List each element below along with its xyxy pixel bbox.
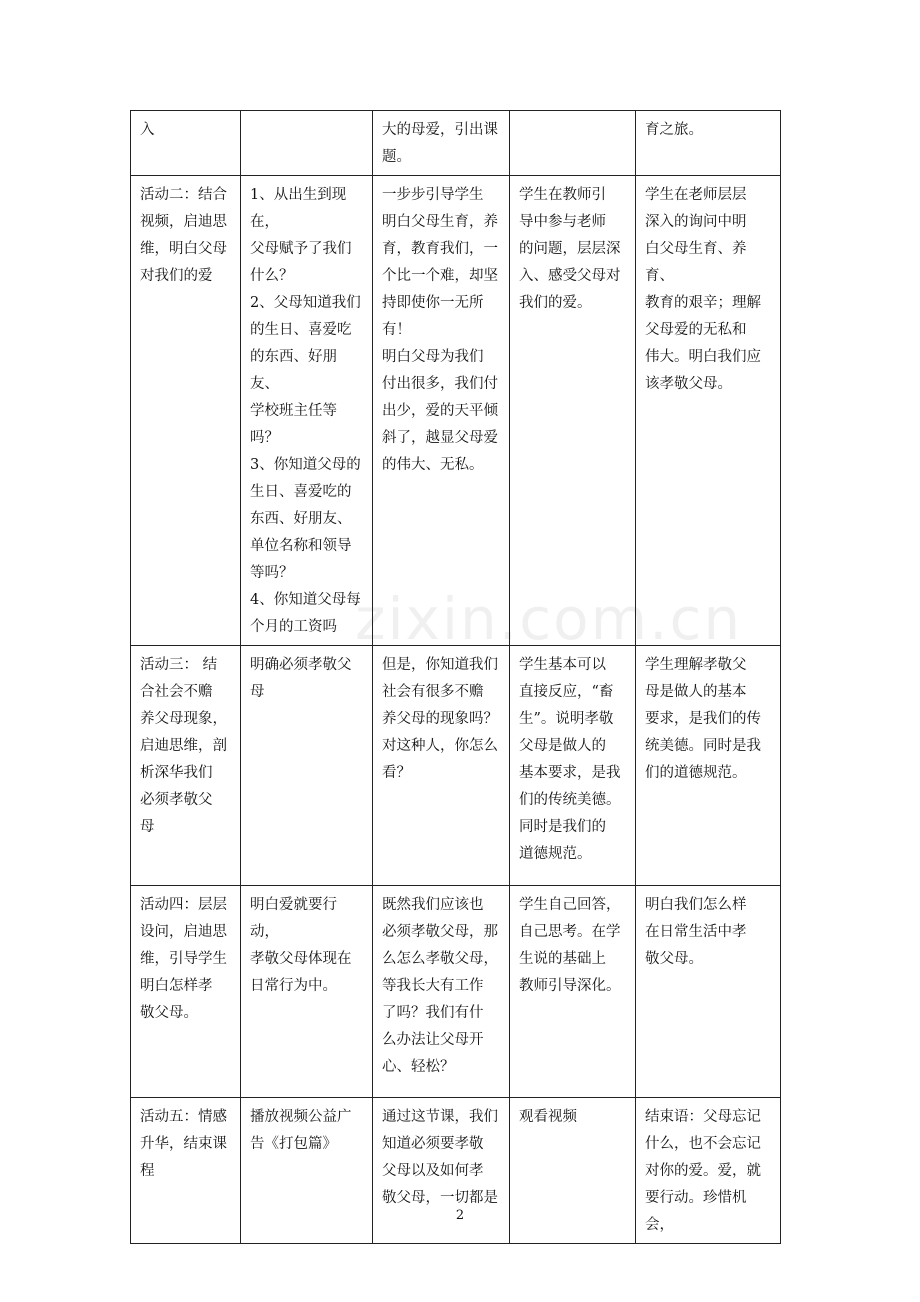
cell-text-line: 必须孝敬父 [140,792,213,808]
goal-cell [636,111,781,176]
cell-text-line: 养父母的现象吗？ [382,711,498,727]
cell-text-line: 活动二：结合 [140,187,227,203]
activity-cell [131,886,241,1098]
cell-text-line: 学生自己回答， [519,897,621,913]
cell-text-line: 对你的爱。爱，就 [645,1163,761,1179]
cell-text-line: 直接反应，“畜 [519,684,614,700]
cell-text-line: 什么，也不会忘记 [645,1136,761,1152]
cell-text-line: 入 [140,122,155,138]
cell-text-line: 个比一个难，却坚 [382,268,498,284]
cell-text-line: 学校班主任等 [250,403,337,419]
cell-text-line: 程 [140,1163,155,1179]
page-number: 2 [455,1208,465,1223]
cell-text-line: 学生在老师层层 [645,187,747,203]
cell-text-line: 深入的询问中明 [645,214,747,230]
cell-text-line: 父母是做人的 [519,738,606,754]
cell-text-line: 大的母爱，引出课 [382,122,498,138]
cell-text-line: 通过这节课，我们 [382,1109,498,1125]
cell-text-line: 出少，爱的天平倾 [382,403,498,419]
cell-text-line: 白父母生育、养育、 [645,241,747,284]
cell-text-line: 的问题，层层深 [519,241,621,257]
cell-text-line: 统美德。同时是我 [645,738,761,754]
student-activity-cell [510,176,636,646]
cell-text-line: 告《打包篇》 [250,1136,337,1152]
cell-text-line: 同时是我们的 [519,819,606,835]
cell-text-line: 合社会不赡 [140,684,213,700]
cell-text-line: 明确必须孝敬父 [250,657,352,673]
teacher-activity-cell [373,646,510,886]
student-activity-cell [510,886,636,1098]
cell-text-line: 斜了，越显父母爱 [382,430,498,446]
cell-text-line: 教育的艰辛；理解 [645,295,761,311]
cell-text-line: 母 [250,684,265,700]
cell-text-line: 对我们的爱 [140,268,213,284]
cell-text-line: 明白怎样孝 [140,978,213,994]
cell-text-line: 2、父母知道我们 [250,295,361,311]
cell-text-line: 生日、喜爱吃的 [250,484,352,500]
student-activity-cell [510,646,636,886]
cell-text-line: 活动三： 结 [140,657,218,673]
cell-text-line: 孝敬父母体现在 [250,951,352,967]
cell-text-line: 东西、好朋友、 [250,511,352,527]
cell-text-line: 明白父母生育，养 [382,214,498,230]
cell-text-line: 维，明白父母 [140,241,227,257]
cell-text-line: 导中参与老师 [519,214,606,230]
cell-text-line: 生说的基础上 [519,951,606,967]
cell-text-line: 道德规范。 [519,846,592,862]
teacher-activity-cell [373,176,510,646]
cell-text-line: 基本要求，是我 [519,765,621,781]
cell-text-line: 等我长大有工作 [382,978,484,994]
activity-cell [131,646,241,886]
question-cell [241,111,373,176]
cell-text-line: 育，教育我们，一 [382,241,498,257]
cell-text-line: 在日常生活中孝 [645,924,747,940]
cell-text-line: 但是，你知道我们 [382,657,498,673]
goal-cell [636,176,781,646]
question-cell [241,646,373,886]
cell-text-line: 敬父母。 [140,1005,198,1021]
cell-text-line: 活动四：层层 [140,897,227,913]
cell-text-line: 持即使你一无所 [382,295,484,311]
student-activity-cell [510,111,636,176]
cell-text-line: 明白我们怎么样 [645,897,747,913]
cell-text-line: 们的道德规范。 [645,765,747,781]
activity-cell [131,111,241,176]
teacher-activity-cell [373,111,510,176]
cell-text-line: 一步步引导学生 [382,187,484,203]
lesson-plan-table [130,110,781,1244]
cell-text-line: 既然我们应该也 [382,897,484,913]
cell-text-line: 看？ [382,765,411,781]
cell-text-line: 维，引导学生 [140,951,227,967]
cell-text-line: 什么？ [250,268,294,284]
cell-text-line: 吗？ [250,430,279,446]
question-cell [241,886,373,1098]
cell-text-line: 自己思考。在学 [519,924,621,940]
cell-text-line: 学生理解孝敬父 [645,657,747,673]
cell-text-line: 要行动。珍惜机会， [645,1190,747,1233]
watermark: zixin.com.cn [355,585,743,653]
cell-text-line: 母 [140,819,155,835]
cell-text-line: 启迪思维，剖 [140,738,227,754]
question-cell [241,176,373,646]
cell-text-line: 么怎么孝敬父母， [382,951,498,967]
cell-text-line: 题。 [382,149,411,165]
cell-text-line: 父母赋予了我们 [250,241,352,257]
table-row [131,111,781,176]
cell-text-line: 必须孝敬父母，那 [382,924,498,940]
cell-text-line: 教师引导深化。 [519,978,621,994]
cell-text-line: 付出很多，我们付 [382,376,498,392]
cell-text-line: 么办法让父母开 [382,1032,484,1048]
cell-text-line: 的东西、好朋友、 [250,349,337,392]
cell-text-line: 对这种人，你怎么 [382,738,498,754]
cell-text-line: 育之旅。 [645,122,703,138]
cell-text-line: 敬父母，一切都是 [382,1190,498,1206]
cell-text-line: 明白爱就要行动， [250,897,337,940]
table-row [131,646,781,886]
cell-text-line: 父母爱的无私和 [645,322,747,338]
cell-text-line: 父母以及如何孝 [382,1163,484,1179]
teacher-activity-cell [373,886,510,1098]
cell-text-line: 心、轻松？ [382,1059,455,1075]
cell-text-line: 明白父母为我们 [382,349,484,365]
cell-text-line: 1、从出生到现在， [250,187,347,230]
cell-text-line: 活动五：情感 [140,1109,227,1125]
cell-text-line: 了吗？我们有什 [382,1005,484,1021]
lesson-plan-body [131,111,781,1244]
cell-text-line: 设问，启迪思 [140,924,227,940]
cell-text-line: 伟大。明白我们应 [645,349,761,365]
cell-text-line: 要求，是我们的传 [645,711,761,727]
cell-text-line: 的生日、喜爱吃 [250,322,352,338]
cell-text-line: 学生基本可以 [519,657,606,673]
cell-text-line: 有！ [382,322,411,338]
cell-text-line: 我们的爱。 [519,295,592,311]
cell-text-line: 的伟大、无私。 [382,457,484,473]
cell-text-line: 析深华我们 [140,765,213,781]
cell-text-line: 3、你知道父母的 [250,457,361,473]
cell-text-line: 敬父母。 [645,951,703,967]
cell-text-line: 4、你知道父母每 [250,592,361,608]
activity-cell [131,176,241,646]
cell-text-line: 们的传统美德。 [519,792,621,808]
cell-text-line: 升华，结束课 [140,1136,227,1152]
goal-cell [636,646,781,886]
cell-text-line: 该孝敬父母。 [645,376,732,392]
cell-text-line: 日常行为中。 [250,978,337,994]
cell-text-line: 观看视频 [519,1109,577,1125]
cell-text-line: 社会有很多不赡 [382,684,484,700]
cell-text-line: 播放视频公益广 [250,1109,352,1125]
table-row [131,176,781,646]
cell-text-line: 个月的工资吗 [250,619,337,635]
table-row [131,886,781,1098]
cell-text-line: 视频，启迪思 [140,214,227,230]
cell-text-line: 结束语：父母忘记 [645,1109,761,1125]
cell-text-line: 入、感受父母对 [519,268,621,284]
goal-cell [636,886,781,1098]
cell-text-line: 养父母现象， [140,711,227,727]
cell-text-line: 等吗？ [250,565,294,581]
cell-text-line: 单位名称和领导 [250,538,352,554]
cell-text-line: 母是做人的基本 [645,684,747,700]
cell-text-line: 学生在教师引 [519,187,606,203]
cell-text-line: 生”。说明孝敬 [519,711,614,727]
cell-text-line: 知道必须要孝敬 [382,1136,484,1152]
